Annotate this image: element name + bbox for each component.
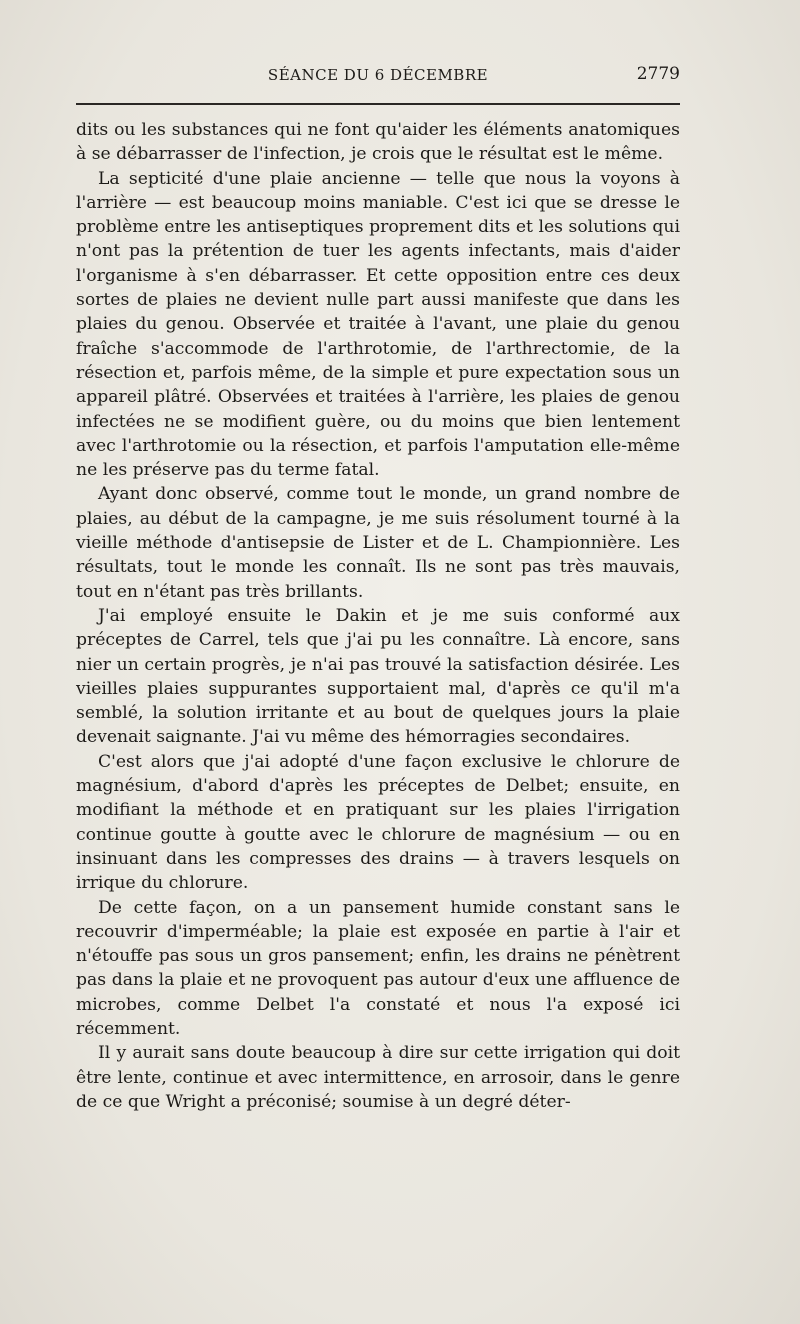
paragraph-3: Ayant donc observé, comme tout le monde, un grand nombre de plaies, au début de la campagne, je me suis résolument tourné à la vieille méthode d'antisepsie de Lister et de L. Championnière. Les résultats, tout le monde les connaît. Ils ne sont pas très mauvais, tout en n'étant pas très brillants. (76, 484, 680, 602)
paragraph-4: J'ai employé ensuite le Dakin et je me suis conformé aux préceptes de Carrel, tels que j'ai pu les connaître. Là encore, sans nier un certain progrès, je n'ai pas trouvé la satisfaction désirée. Les vieilles plaies suppurantes supportaient mal, d'après ce qu'il m'a semblé, la solution irritante et au bout de quelques jours la plaie devenait saignante. J'ai vu même des hémorragies secondaires. (76, 605, 680, 748)
page-number: 2779 (636, 64, 680, 84)
running-header (76, 66, 680, 88)
header-title: SÉANCE DU 6 DÉCEMBRE (267, 66, 489, 84)
paragraph-6: De cette façon, on a un pansement humide constant sans le recouvrir d'imperméable; la plaie est exposée en partie à l'air et n'étouffe pas sous un gros pansement; enfin, les drains ne pénètrent pas dans la plaie et ne provoquent pas autour d'eux une affluence de microbes, comme Delbet l'a constaté et nous l'a exposé ici récemment. (76, 897, 680, 1039)
paragraph-5: C'est alors que j'ai adopté d'une façon exclusive le chlorure de magnésium, d'abord d'après les préceptes de Delbet; ensuite, en modifiant la méthode et en pratiquant sur les plaies l'irrigation continue goutte à goutte avec le chlorure de magnésium — ou en insinuant dans les compresses des drains — à travers lesquels on irrique du chlorure. (76, 751, 680, 894)
header-rule (76, 103, 680, 105)
paragraph-7: Il y aurait sans doute beaucoup à dire sur cette irrigation qui doit être lente, continue et avec intermittence, en arrosoir, dans le genre de ce que Wright a préconisé; soumise à un degré déter- (76, 1043, 680, 1112)
paragraph-1: dits ou les substances qui ne font qu'aider les éléments anatomiques à se débarrasser de l'infection, je crois que le résultat est le même. (76, 120, 680, 165)
body-text (76, 118, 680, 1114)
paragraph-2: La septicité d'une plaie ancienne — telle que nous la voyons à l'arrière — est beaucoup moins maniable. C'est ici que se dresse le problème entre les antiseptiques proprement dits et les solutions qui n'ont pas la prétention de tuer les agents infectants, mais d'aider l'organisme à s'en débarrasser. Et cette opposition entre ces deux sortes de plaies ne devient nulle part aussi manifeste que dans les plaies du genou. Observée et traitée à l'avant, une plaie du genou fraîche s'accommode de l'arthrotomie, de l'arthrectomie, de la résection et, parfois même, de la simple et pure expectation sous un appareil plâtré. Observées et traitées à l'arrière, les plaies de genou infectées ne se modifient guère, ou du moins que bien lentement avec l'arthrotomie ou la résection, et parfois l'amputation elle-même ne les préserve pas du terme fatal. (76, 168, 680, 481)
